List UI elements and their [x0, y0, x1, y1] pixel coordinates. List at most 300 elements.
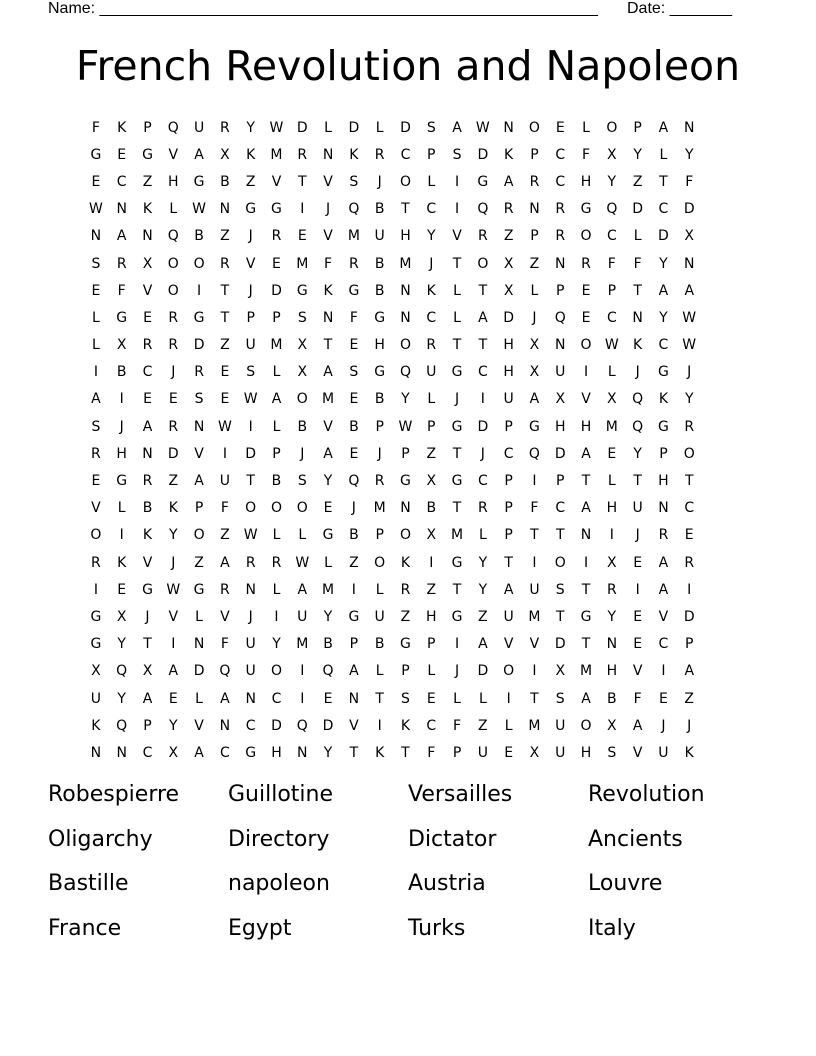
grid-letter: A [271, 391, 282, 408]
grid-letter: N [683, 255, 695, 272]
grid-letter: O [399, 527, 411, 544]
grid-letter: W [243, 391, 258, 408]
grid-letter: P [504, 473, 513, 490]
grid-letter: C [271, 690, 282, 707]
grid-letter: L [427, 391, 436, 408]
grid-letter: G [322, 527, 334, 544]
grid-letter: O [193, 527, 205, 544]
grid-letter: M [528, 608, 541, 625]
grid-letter: P [556, 282, 565, 299]
grid-letter: G [451, 554, 463, 571]
grid-letter: B [374, 391, 385, 408]
grid-letter: I [197, 282, 202, 299]
grid-letter: Z [426, 445, 437, 462]
grid-letter: C [555, 173, 566, 190]
grid-letter: Z [245, 173, 256, 190]
grid-letter: F [633, 690, 642, 707]
grid-letter: Y [272, 636, 281, 653]
grid-letter: R [477, 228, 488, 245]
grid-letter: N [529, 201, 540, 218]
grid-letter: Q [322, 663, 334, 680]
grid-letter: N [580, 527, 592, 544]
grid-letter: Y [117, 636, 126, 653]
grid-letter: R [581, 255, 591, 272]
grid-letter: B [426, 500, 437, 517]
grid-letter: L [324, 119, 332, 136]
grid-letter: H [580, 173, 592, 190]
grid-letter: E [607, 445, 617, 462]
grid-letter: P [427, 636, 436, 653]
grid-letter: R [220, 255, 230, 272]
grid-letter: R [271, 554, 282, 571]
grid-letter: B [297, 418, 308, 435]
grid-letter: Y [478, 554, 488, 571]
grid-letter: A [194, 146, 204, 163]
grid-letter: N [116, 201, 127, 218]
grid-letter: D [554, 636, 566, 653]
word-bank-item: Italy [588, 915, 636, 941]
grid-letter: N [503, 119, 514, 136]
grid-letter: O [245, 500, 257, 517]
grid-letter: T [530, 527, 539, 544]
grid-letter: V [220, 608, 230, 625]
grid-letter: X [607, 146, 617, 163]
grid-letter: J [145, 608, 150, 625]
grid-letter: I [583, 554, 589, 571]
grid-letter: B [374, 201, 385, 218]
grid-letter: N [632, 309, 643, 326]
grid-letter: U [529, 581, 540, 598]
grid-letter: J [351, 500, 356, 517]
grid-letter: F [91, 119, 100, 136]
grid-letter: A [658, 119, 669, 136]
grid-letter: E [581, 282, 591, 299]
grid-letter: L [91, 337, 100, 354]
grid-letter: R [91, 445, 101, 462]
grid-letter: O [167, 255, 179, 272]
grid-letter: O [296, 391, 308, 408]
grid-letter: T [220, 309, 230, 326]
grid-letter: S [349, 173, 359, 190]
grid-letter: R [271, 228, 282, 245]
grid-letter: L [272, 418, 281, 435]
grid-letter: O [580, 337, 592, 354]
grid-letter: C [245, 717, 256, 734]
grid-letter: J [429, 255, 434, 272]
grid-letter: R [168, 337, 179, 354]
grid-letter: Z [684, 690, 695, 707]
grid-letter: V [245, 255, 256, 272]
grid-letter: Y [633, 445, 642, 462]
grid-letter: R [168, 418, 179, 435]
grid-letter: E [143, 309, 152, 326]
grid-letter: O [270, 663, 282, 680]
grid-letter: X [607, 717, 617, 734]
grid-letter: D [477, 146, 489, 163]
grid-letter: F [427, 744, 436, 761]
grid-letter: K [91, 717, 101, 734]
grid-letter: C [555, 146, 566, 163]
grid-letter: Y [426, 228, 436, 245]
grid-letter: P [685, 636, 694, 653]
grid-letter: D [167, 445, 179, 462]
grid-letter: G [451, 418, 463, 435]
grid-letter: Y [659, 309, 668, 326]
grid-letter: E [684, 527, 694, 544]
grid-letter: P [659, 445, 668, 462]
grid-letter: U [555, 717, 566, 734]
grid-letter: H [580, 744, 592, 761]
grid-letter: M [605, 418, 618, 435]
grid-letter: V [142, 554, 153, 571]
grid-letter: C [658, 636, 669, 653]
grid-letter: R [529, 173, 540, 190]
grid-letter: E [633, 554, 643, 571]
grid-letter: U [245, 663, 256, 680]
grid-letter: D [658, 228, 669, 245]
grid-letter: Q [116, 663, 128, 680]
grid-letter: S [91, 255, 101, 272]
grid-letter: E [633, 608, 643, 625]
grid-letter: F [220, 636, 229, 653]
grid-letter: W [192, 201, 206, 218]
grid-letter: Z [478, 608, 488, 625]
grid-letter: S [426, 119, 436, 136]
grid-letter: D [193, 337, 205, 354]
grid-letter: P [556, 473, 565, 490]
grid-letter: O [374, 554, 386, 571]
grid-letter: F [220, 500, 229, 517]
grid-letter: P [633, 119, 642, 136]
grid-letter: H [400, 228, 411, 245]
grid-letter: F [530, 500, 539, 517]
grid-letter: I [93, 581, 98, 598]
grid-letter: P [504, 500, 513, 517]
grid-letter: V [529, 636, 540, 653]
grid-letter: Y [323, 473, 333, 490]
grid-letter: D [632, 201, 644, 218]
grid-letter: A [91, 391, 101, 408]
grid-letter: S [194, 391, 204, 408]
grid-letter: P [427, 146, 436, 163]
grid-letter: J [171, 364, 176, 381]
grid-letter: R [684, 418, 695, 435]
grid-letter: F [453, 717, 462, 734]
grid-letter: S [555, 690, 565, 707]
grid-letter: C [684, 500, 695, 517]
grid-letter: M [347, 228, 360, 245]
grid-letter: J [635, 364, 640, 381]
grid-letter: I [454, 173, 460, 190]
grid-letter: U [297, 608, 308, 625]
grid-letter: R [555, 228, 566, 245]
grid-letter: G [116, 473, 128, 490]
grid-letter: L [453, 282, 461, 299]
grid-letter: N [322, 309, 334, 326]
grid-letter: A [194, 473, 204, 490]
grid-letter: I [506, 690, 511, 707]
word-bank-item: Revolution [588, 782, 705, 807]
grid-letter: L [633, 228, 642, 245]
grid-letter: T [633, 282, 642, 299]
grid-letter: H [580, 418, 592, 435]
grid-letter: L [427, 663, 436, 680]
grid-letter: O [503, 663, 515, 680]
grid-letter: B [349, 527, 359, 544]
grid-letter: T [375, 690, 384, 707]
grid-letter: B [116, 364, 127, 381]
grid-letter: M [373, 500, 386, 517]
grid-letter: Z [142, 173, 153, 190]
grid-letter: M [579, 663, 593, 680]
grid-letter: R [194, 364, 204, 381]
grid-letter: P [143, 717, 152, 734]
grid-letter: Z [503, 228, 514, 245]
grid-letter: T [297, 173, 307, 190]
grid-letter: E [117, 581, 127, 598]
grid-letter: B [374, 636, 385, 653]
grid-letter: P [401, 663, 410, 680]
grid-letter: M [528, 717, 541, 734]
grid-letter: R [374, 473, 385, 490]
grid-letter: D [554, 445, 566, 462]
grid-letter: O [580, 228, 592, 245]
grid-letter: K [504, 146, 514, 163]
grid-letter: T [478, 337, 488, 354]
name-field-label: Name: ________________________________________________________ [48, 0, 598, 17]
grid-letter: C [503, 445, 514, 462]
grid-letter: A [297, 581, 308, 598]
grid-row [83, 386, 741, 413]
grid-letter: T [143, 636, 152, 653]
grid-letter: A [658, 581, 669, 598]
grid-letter: O [606, 119, 618, 136]
grid-letter: Y [323, 744, 333, 761]
grid-letter: T [555, 527, 565, 544]
grid-letter: X [555, 391, 566, 408]
grid-letter: N [245, 581, 256, 598]
grid-letter: L [272, 581, 281, 598]
grid-letter: D [683, 201, 695, 218]
grid-letter: U [245, 337, 256, 354]
grid-letter: V [452, 228, 462, 245]
grid-letter: Q [296, 717, 308, 734]
grid-letter: J [248, 608, 253, 625]
grid-letter: T [555, 608, 565, 625]
grid-letter: A [478, 636, 488, 653]
grid-letter: C [426, 309, 437, 326]
grid-letter: A [142, 418, 153, 435]
grid-letter: H [658, 473, 669, 490]
grid-letter: U [426, 364, 437, 381]
grid-letter: T [401, 744, 410, 761]
grid-letter: L [117, 500, 126, 517]
grid-letter: L [298, 527, 307, 544]
grid-letter: J [248, 282, 253, 299]
grid-letter: K [658, 391, 669, 408]
grid-row [83, 631, 741, 658]
grid-letter: I [351, 581, 356, 598]
grid-letter: O [554, 554, 566, 571]
grid-letter: Z [194, 554, 204, 571]
grid-letter: E [168, 690, 178, 707]
grid-letter: R [168, 309, 179, 326]
grid-letter: J [248, 228, 253, 245]
grid-letter: G [193, 309, 205, 326]
grid-letter: P [375, 418, 384, 435]
grid-letter: R [142, 473, 153, 490]
grid-letter: W [217, 418, 232, 435]
grid-letter: P [607, 282, 617, 299]
grid-letter: T [659, 173, 668, 190]
grid-letter: J [454, 391, 460, 408]
grid-letter: A [323, 445, 333, 462]
grid-letter: N [348, 690, 360, 707]
grid-letter: R [477, 500, 488, 517]
grid-letter: L [195, 690, 203, 707]
word-bank-item: Louvre [588, 871, 663, 896]
grid-letter: X [607, 554, 617, 571]
grid-letter: O [477, 255, 489, 272]
grid-letter: I [274, 608, 279, 625]
grid-letter: T [452, 581, 462, 598]
grid-letter: J [532, 309, 537, 326]
grid-letter: G [451, 473, 463, 490]
grid-letter: V [323, 173, 333, 190]
grid-letter: A [581, 690, 591, 707]
grid-letter: W [243, 527, 258, 544]
grid-letter: X [503, 255, 514, 272]
grid-letter: E [504, 744, 514, 761]
grid-letter: J [377, 173, 382, 190]
grid-letter: W [682, 309, 697, 326]
grid-letter: P [272, 445, 281, 462]
grid-letter: F [685, 173, 694, 190]
grid-letter: X [529, 744, 540, 761]
grid-letter: J [171, 554, 176, 571]
grid-letter: E [272, 255, 281, 272]
grid-letter: W [269, 119, 284, 136]
grid-letter: P [349, 636, 359, 653]
page-title: French Revolution and Napoleon [75, 42, 741, 90]
grid-letter: J [661, 717, 666, 734]
grid-letter: E [143, 391, 152, 408]
grid-letter: D [477, 663, 489, 680]
grid-letter: O [193, 255, 205, 272]
grid-letter: I [377, 717, 382, 734]
grid-letter: L [375, 581, 384, 598]
grid-letter: H [168, 173, 179, 190]
grid-letter: C [142, 744, 153, 761]
grid-row [83, 522, 741, 549]
grid-letter: J [326, 201, 331, 218]
grid-letter: R [658, 527, 669, 544]
grid-letter: G [658, 418, 669, 435]
grid-letter: U [658, 744, 669, 761]
grid-letter: C [116, 173, 127, 190]
grid-letter: S [297, 309, 307, 326]
grid-letter: V [323, 228, 333, 245]
grid-row [83, 114, 741, 141]
grid-letter: E [349, 445, 359, 462]
grid-letter: T [452, 255, 462, 272]
grid-letter: Y [684, 146, 694, 163]
word-bank-item: Versailles [408, 782, 513, 807]
grid-letter: Y [684, 391, 694, 408]
grid-letter: E [581, 309, 591, 326]
grid-letter: P [375, 527, 384, 544]
grid-letter: G [90, 146, 102, 163]
grid-letter: D [477, 418, 489, 435]
grid-letter: H [606, 663, 618, 680]
grid-letter: L [582, 119, 590, 136]
grid-letter: Z [632, 173, 643, 190]
grid-letter: H [503, 364, 514, 381]
grid-letter: O [580, 717, 592, 734]
grid-letter: E [555, 119, 565, 136]
grid-row [83, 141, 741, 168]
grid-letter: G [451, 364, 463, 381]
grid-letter: N [400, 309, 411, 326]
grid-letter: D [296, 119, 308, 136]
grid-letter: I [532, 473, 537, 490]
grid-letter: A [632, 717, 643, 734]
grid-letter: V [142, 282, 153, 299]
grid-letter: J [119, 418, 124, 435]
grid-letter: N [555, 337, 566, 354]
grid-letter: H [271, 744, 282, 761]
grid-letter: G [348, 608, 360, 625]
grid-letter: O [683, 445, 695, 462]
grid-letter: V [581, 391, 591, 408]
grid-letter: X [220, 146, 230, 163]
grid-letter: M [322, 391, 335, 408]
grid-letter: G [116, 309, 128, 326]
grid-letter: G [580, 608, 592, 625]
grid-letter: X [555, 663, 566, 680]
grid-row [83, 359, 741, 386]
grid-letter: W [88, 201, 103, 218]
grid-letter: W [398, 418, 413, 435]
grid-letter: C [142, 364, 153, 381]
grid-letter: A [581, 445, 591, 462]
grid-letter: A [142, 690, 153, 707]
grid-letter: H [554, 418, 566, 435]
grid-letter: G [374, 309, 386, 326]
grid-letter: N [297, 744, 308, 761]
grid-letter: C [426, 717, 437, 734]
word-bank-item: Austria [408, 871, 486, 896]
grid-letter: P [504, 527, 513, 544]
grid-letter: L [504, 717, 513, 734]
grid-letter: U [219, 473, 230, 490]
grid-row [83, 223, 741, 250]
grid-letter: D [193, 663, 205, 680]
grid-row [83, 712, 741, 739]
grid-letter: R [220, 119, 230, 136]
grid-letter: G [142, 146, 153, 163]
grid-letter: X [297, 364, 308, 381]
grid-letter: H [606, 500, 618, 517]
grid-letter: Z [220, 527, 230, 544]
grid-letter: R [374, 146, 385, 163]
grid-letter: Q [348, 201, 360, 218]
grid-letter: K [400, 554, 411, 571]
grid-letter: A [168, 663, 179, 680]
grid-letter: C [555, 500, 566, 517]
grid-letter: I [300, 663, 305, 680]
grid-letter: N [116, 744, 127, 761]
